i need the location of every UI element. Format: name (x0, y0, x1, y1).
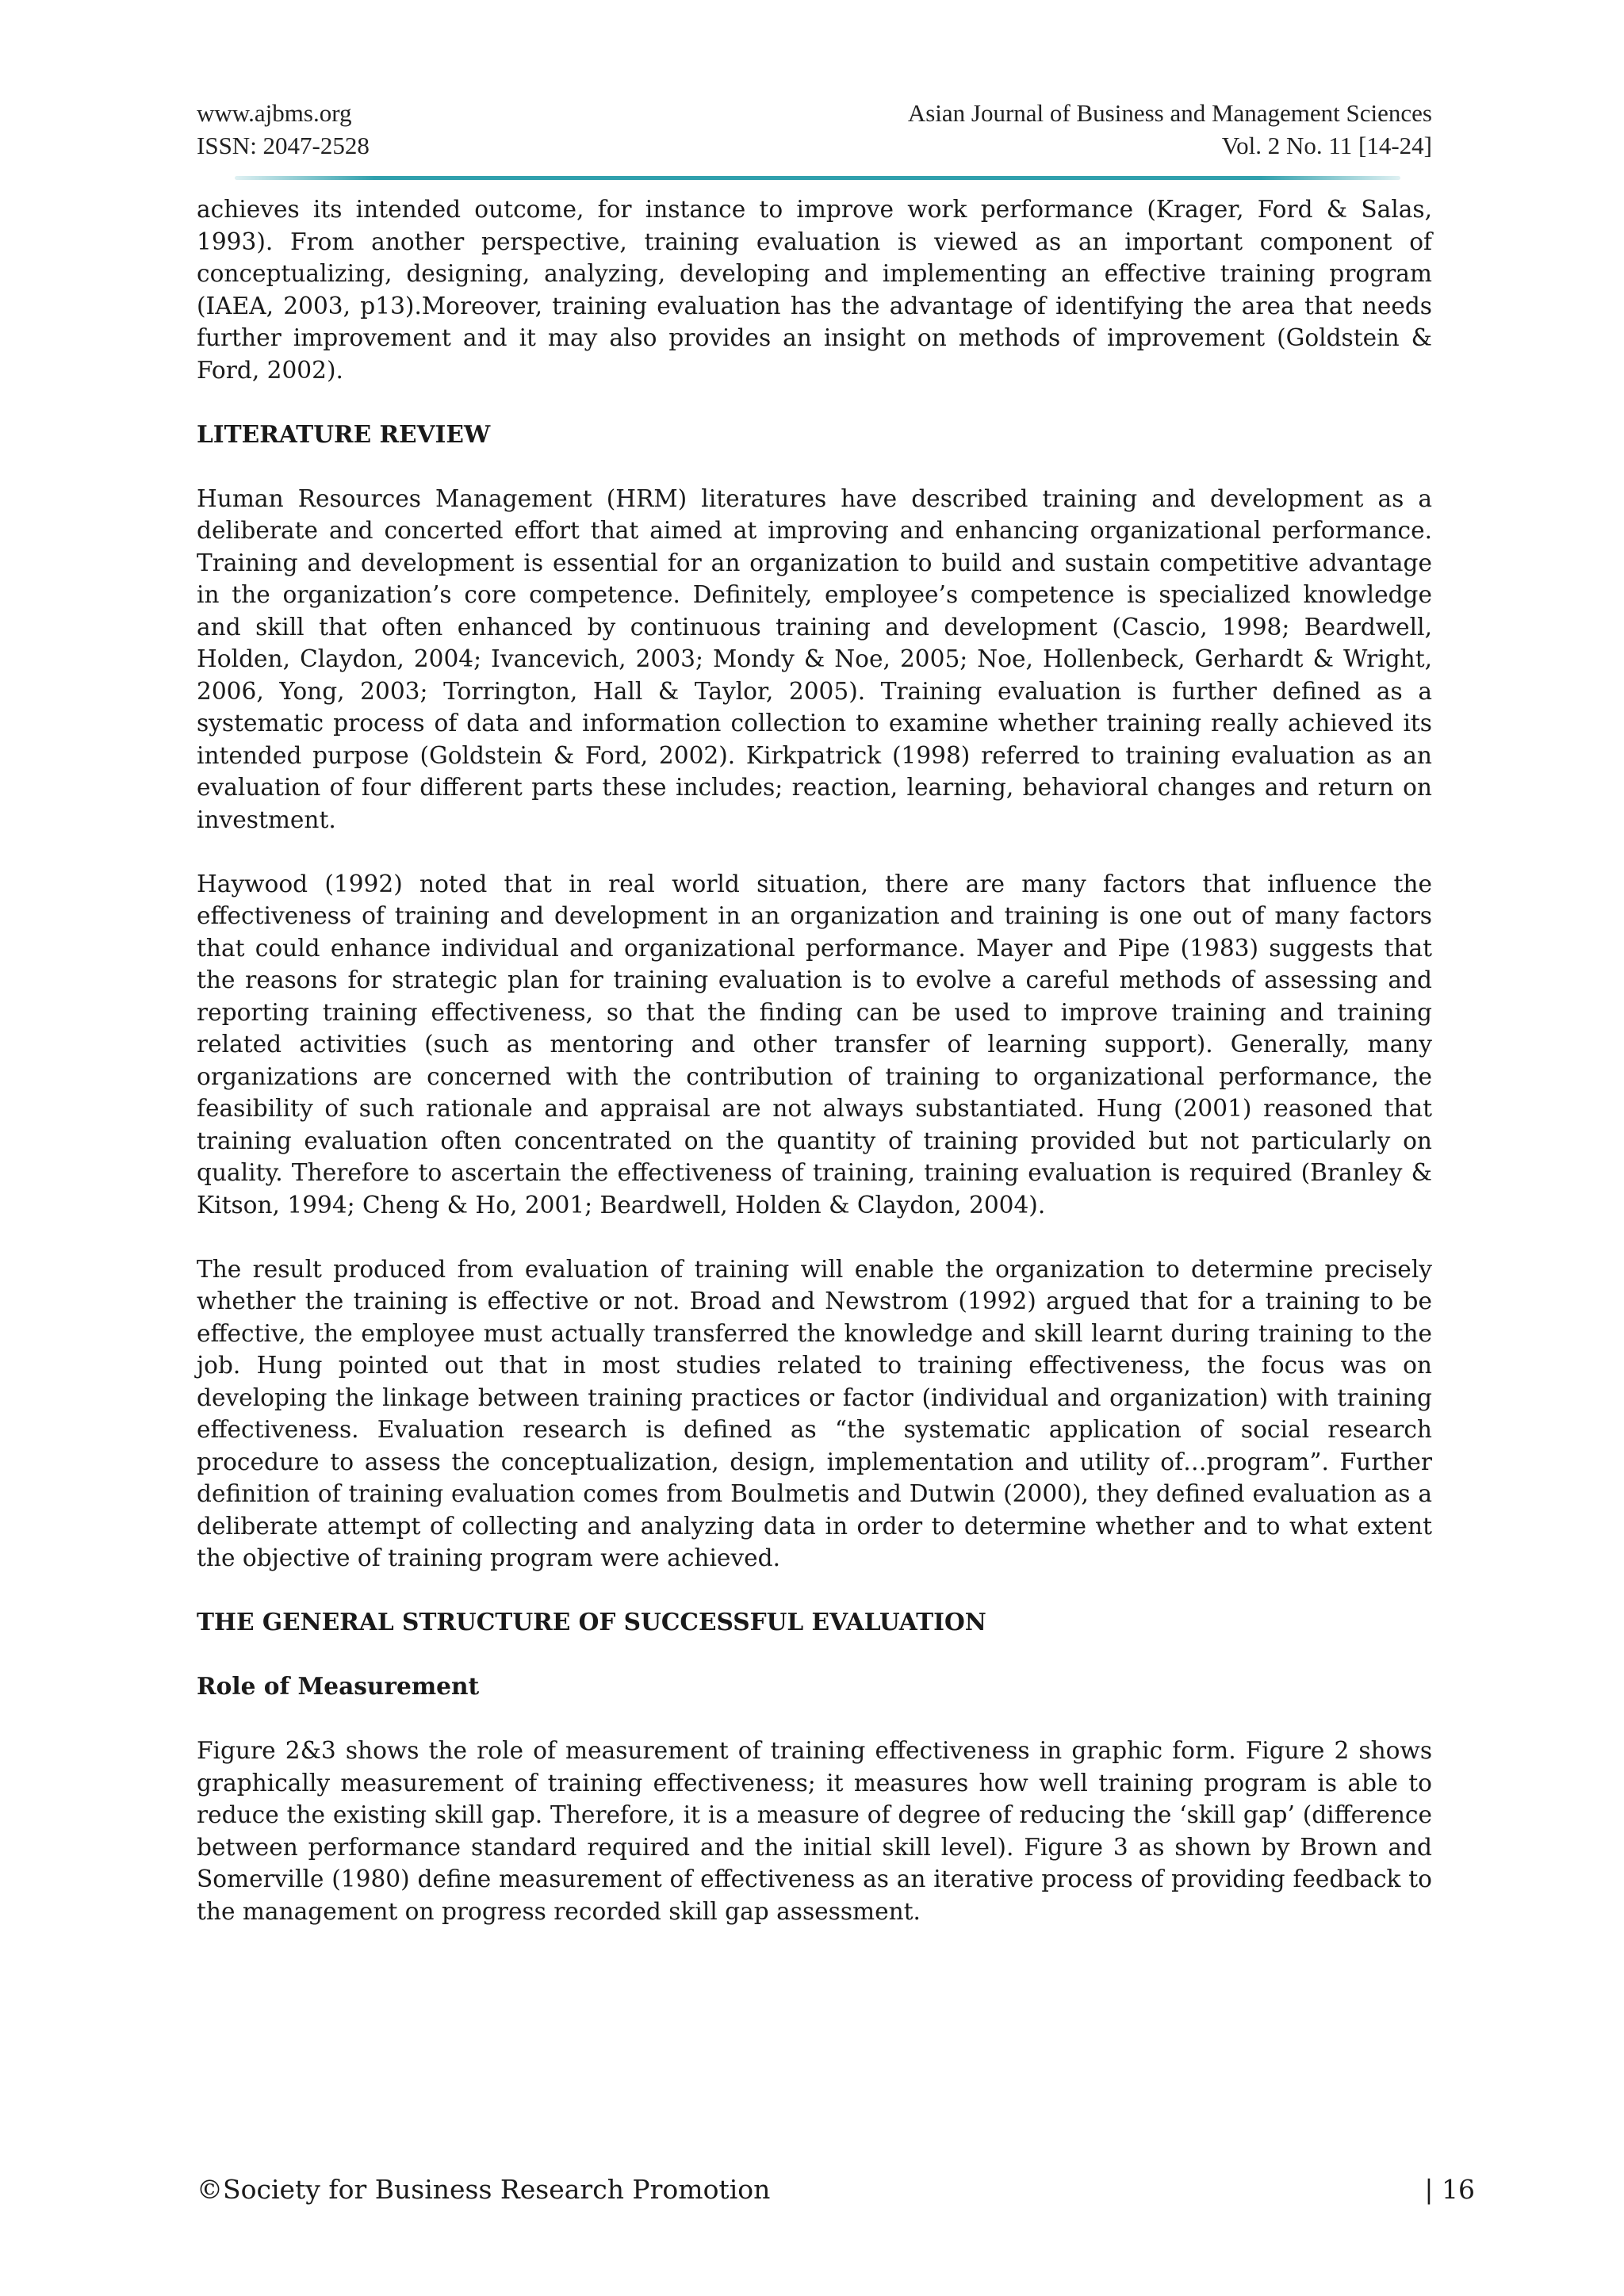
subsection-heading-role-of-measurement: Role of Measurement (197, 1672, 480, 1700)
header-divider (235, 176, 1400, 180)
footer-copyright: ©Society for Business Research Promotion (197, 2174, 771, 2205)
paragraph: The result produced from evaluation of training will enable the organization to determine precisely whether the training is effective or not. Broad and Newstrom (1992) argued that for a training to be effective, the employee must actually transferred the knowledge and skill learnt during training to the job. Hung pointed out that in most studies related to training effectiveness, the focus was on developing the linkage between training practices or factor (individual and organization) with training effectiveness. Evaluation research is defined as “the systematic application of social research procedure to assess the conceptualization, design, implementation and utility of…program”. Further definition of training evaluation comes from Boulmetis and Dutwin (2000), they defined evaluation as a deliberate attempt of collecting and analyzing data in order to determine whether and to what extent the objective of training program were achieved. (197, 1255, 1432, 1571)
article-body (197, 193, 1432, 1960)
intro-paragraph: achieves its intended outcome, for instance to improve work performance (Krager, Ford & Salas, 1993). From another perspective, training evaluation is viewed as an important component of conceptualizing, designing, analyzing, developing and implementing an effective training program (IAEA, 2003, p13).Moreover, training evaluation has the advantage of identifying the area that needs further improvement and it may also provides an insight on methods of improvement (Goldstein & Ford, 2002). (197, 196, 1432, 384)
paragraph: Figure 2&3 shows the role of measurement of training effectiveness in graphic form. Figure 2 shows graphically measurement of training effectiveness; it measures how well training program is able to reduce the existing skill gap. Therefore, it is a measure of degree of reducing the ‘skill gap’ (difference between performance standard required and the initial skill level). Figure 3 as shown by Brown and Somerville (1980) define measurement of effectiveness as an iterative process of providing feedback to the management on progress recorded skill gap assessment. (197, 1737, 1432, 1925)
section-heading-general-structure: THE GENERAL STRUCTURE OF SUCCESSFUL EVALUATION (197, 1608, 986, 1636)
page-header (197, 97, 1432, 162)
page-number: | 16 (1424, 2174, 1475, 2205)
journal-title: Asian Journal of Business and Management Sciences (907, 99, 1432, 127)
journal-issn: ISSN: 2047-2528 (197, 132, 370, 159)
paragraph: Human Resources Management (HRM) literatures have described training and development as a deliberate and concerted effort that aimed at improving and enhancing organizational performance. Training and development is essential for an organization to build and sustain competitive advantage in the organization’s core competence. Definitely, employee’s competence is specialized knowledge and skill that often enhanced by continuous training and development (Cascio, 1998; Beardwell, Holden, Claydon, 2004; Ivancevich, 2003; Mondy & Noe, 2005; Noe, Hollenbeck, Gerhardt & Wright, 2006, Yong, 2003; Torrington, Hall & Taylor, 2005). Training evaluation is further defined as a systematic process of data and information collection to examine whether training really achieved its intended purpose (Goldstein & Ford, 2002). Kirkpatrick (1998) referred to training evaluation as an evaluation of four different parts these includes; reaction, learning, behavioral changes and return on investment. (197, 484, 1432, 833)
journal-volume: Vol. 2 No. 11 [14-24] (1221, 132, 1432, 159)
paragraph: Haywood (1992) noted that in real world situation, there are many factors that influence the effectiveness of training and development in an organization and training is one out of many factors that could enhance individual and organizational performance. Mayer and Pipe (1983) suggests that the reasons for strategic plan for training evaluation is to evolve a careful methods of assessing and reporting training effectiveness, so that the finding can be used to improve training and training related activities (such as mentoring and other transfer of learning support). Generally, many organizations are concerned with the contribution of training to organizational performance, the feasibility of such rationale and appraisal are not always substantiated. Hung (2001) reasoned that training evaluation often concentrated on the quantity of training provided but not particularly on quality. Therefore to ascertain the effectiveness of training, training evaluation is required (Branley & Kitson, 1994; Cheng & Ho, 2001; Beardwell, Holden & Claydon, 2004). (197, 870, 1432, 1219)
page-footer (197, 2172, 1475, 2207)
journal-website: www.ajbms.org (197, 99, 352, 127)
section-heading-literature-review: LITERATURE REVIEW (197, 419, 491, 448)
